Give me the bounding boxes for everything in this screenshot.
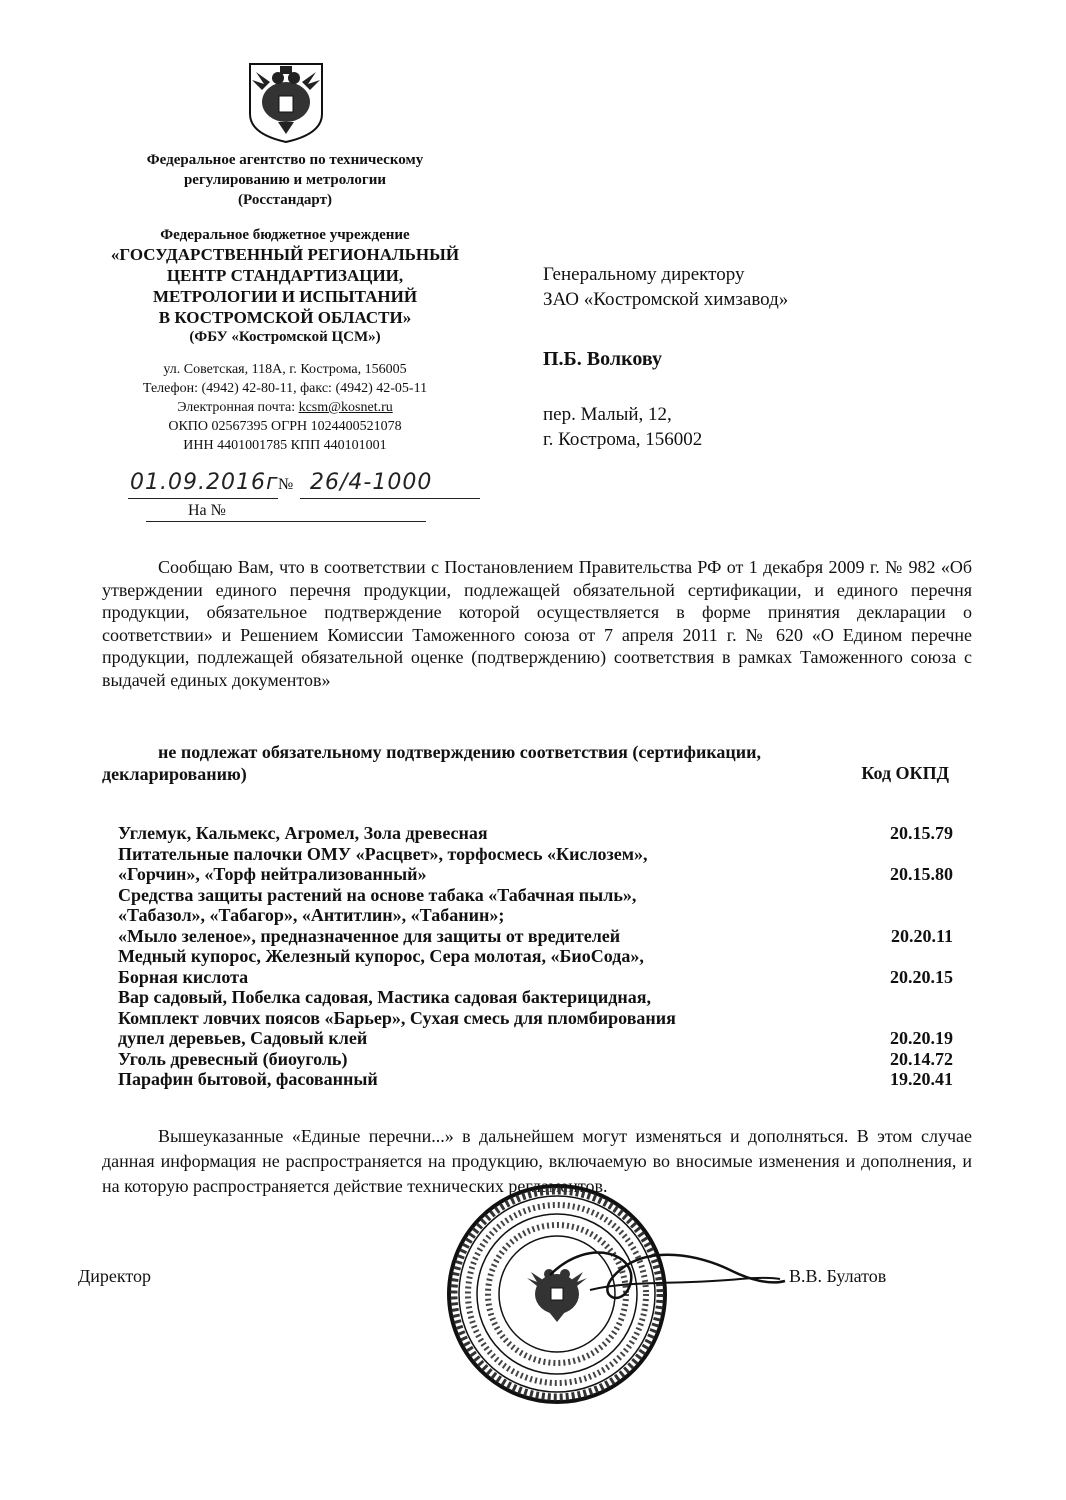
agency-line: Федеральное агентство по техническому (146, 152, 424, 168)
not-subject-statement (102, 741, 962, 785)
email-label: Электронная почта: (177, 400, 296, 415)
agency-line: (Росстандарт) (238, 192, 332, 208)
product-name: Комплект ловчих поясов «Барьер», Сухая смесь для пломбирования (118, 1007, 676, 1028)
product-code: 20.15.80 (890, 864, 953, 884)
product-code: 20.14.72 (890, 1048, 953, 1069)
list-item (118, 823, 963, 844)
institution-name (75, 226, 495, 346)
product-name: Питательные палочки ОМУ «Расцвет», торфосмесь «Кислозем», (118, 843, 648, 864)
coat-of-arms-icon (246, 62, 326, 144)
institution-name-line: МЕТРОЛОГИИ И ИСПЫТАНИЙ (152, 287, 418, 306)
product-name: Уголь древесный (биоуголь) (118, 1048, 348, 1069)
reply-underline (146, 521, 426, 522)
product-name: Средства защиты растений на основе табака «Табачная пыль», (118, 884, 637, 905)
product-name: Парафин бытовой, фасованный (118, 1069, 378, 1089)
list-item (118, 1069, 963, 1090)
institution-name-line: ЦЕНТР СТАНДАРТИЗАЦИИ, (166, 266, 404, 285)
institution-type: Федеральное бюджетное учреждение (160, 227, 410, 243)
body-paragraph: Сообщаю Вам, что в соответствии с Постановлением Правительства РФ от 1 декабря 2009 г. № 982 «Об утверждении единого перечня продукции, подлежащей обязательной сертификации, и единого перечня продукции, обязательное подтверждение которой осуществляется в форме принятия декларации о соответствии» и Решением Комиссии Таможенного союза от 7 апреля 2011 г. № 620 «О Едином перечне продукции, подлежащей обязательной оценке (подтверждению) соответствия в рамках Таможенного союза с выдачей единых документов» (102, 557, 972, 690)
product-name: дупел деревьев, Садовый клей (118, 1028, 368, 1048)
product-code: 20.20.19 (890, 1028, 953, 1048)
email-link[interactable]: kcsm@kosnet.ru (298, 400, 393, 415)
product-name: Вар садовый, Побелка садовая, Мастика садовая бактерицидная, (118, 987, 651, 1007)
product-code: 20.15.79 (890, 823, 953, 843)
institution-short-name: (ФБУ «Костромской ЦСМ») (189, 329, 381, 345)
reply-label: На № (188, 502, 226, 519)
registration-block (110, 470, 510, 526)
agency-name (75, 150, 495, 210)
addressee-block (543, 262, 1023, 452)
list-item (118, 987, 963, 1049)
registration-date: 01.09.2016г (130, 470, 279, 495)
signatory-name: В.В. Булатов (789, 1266, 887, 1286)
number-label: № (278, 476, 294, 493)
institution-name-line: В КОСТРОМСКОЙ ОБЛАСТИ» (158, 308, 412, 327)
not-subject-line: декларированию) (102, 764, 247, 784)
product-code: 19.20.41 (890, 1069, 953, 1089)
product-list (118, 823, 963, 1090)
institution-name-line: «ГОСУДАРСТВЕННЫЙ РЕГИОНАЛЬНЫЙ (110, 245, 460, 264)
agency-line: регулированию и метрологии (183, 172, 387, 188)
signatory-title: Директор (78, 1266, 152, 1286)
product-name: Углемук, Кальмекс, Агромел, Зола древесная (118, 823, 488, 843)
handwritten-signature (530, 1215, 790, 1325)
addressee-position: Генеральному директору (543, 264, 745, 285)
product-name: «Табазол», «Табагор», «Антитлин», «Табанин»; (118, 905, 505, 925)
product-name: «Горчин», «Торф нейтрализованный» (118, 864, 427, 884)
product-code: 20.20.11 (890, 925, 953, 946)
addressee-name: П.Б. Волкову (543, 348, 662, 370)
addressee-street: пер. Малый, 12, (543, 404, 672, 425)
code-header: Код ОКПД (861, 763, 949, 783)
product-name: «Мыло зеленое», предназначенное для защиты от вредителей (118, 925, 621, 946)
product-code: 20.20.15 (890, 966, 953, 987)
list-item (118, 885, 963, 947)
address: ул. Советская, 118А, г. Кострома, 156005 (163, 362, 407, 377)
registration-number: 26/4-1000 (310, 470, 433, 495)
footer-paragraph: Вышеуказанные «Единые перечни...» в дальнейшем могут изменяться и дополняться. В этом случае данная информация не распространяется на продукцию, включаемую во вносимые изменения и дополнения, и на которую распространяется действие технических регламентов. (102, 1126, 972, 1196)
letter-body (102, 556, 972, 691)
not-subject-line: не подлежат обязательному подтверждению соответствия (сертификации, (158, 742, 762, 762)
okpo: ОКПО 02567395 ОГРН 1024400521078 (168, 419, 402, 434)
number-underline (300, 498, 480, 499)
product-name: Медный купорос, Железный купорос, Сера молотая, «БиоСода», (118, 946, 644, 966)
list-item (118, 844, 963, 885)
inn: ИНН 4401001785 КПП 440101001 (183, 438, 387, 453)
list-item (118, 946, 963, 987)
addressee-city: г. Кострома, 156002 (543, 429, 703, 450)
date-underline (128, 498, 278, 499)
contact-block (75, 360, 495, 455)
list-item (118, 1049, 963, 1070)
addressee-company: ЗАО «Костромской химзавод» (543, 289, 789, 310)
email-row (75, 398, 495, 417)
product-name: Борная кислота (118, 966, 249, 987)
phone: Телефон: (4942) 42-80-11, факс: (4942) 42-05-11 (142, 381, 428, 396)
